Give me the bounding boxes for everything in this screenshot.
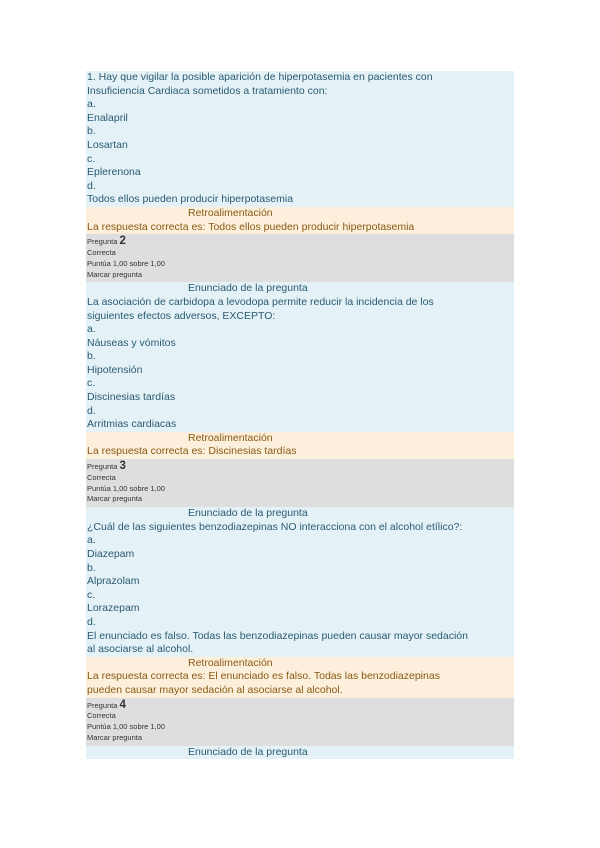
flag-question-link[interactable]: Marcar pregunta [87,494,143,504]
question-text-line: siguientes efectos adversos, EXCEPTO: [87,309,276,322]
question-text-line: La asociación de carbidopa a levodopa permite reducir la incidencia de los [87,295,434,308]
question-heading: Enunciado de la pregunta [188,282,308,295]
option-letter: b. [87,125,96,138]
question-heading: Enunciado de la pregunta [188,745,308,758]
question-score: Puntúa 1,00 sobre 1,00 [87,722,165,732]
option-letter: a. [87,323,96,336]
question-2-body [86,282,514,432]
question-score: Puntúa 1,00 sobre 1,00 [87,483,165,493]
question-label: Pregunta [87,462,118,472]
option-d-continued[interactable]: al asociarse al alcohol. [87,643,194,656]
quiz-review-document [86,71,514,759]
question-text-line: Insuficiencia Cardiaca sometidos a tratamiento con: [87,84,328,97]
question-label: Pregunta [87,700,118,710]
option-letter: b. [87,561,96,574]
flag-question-link[interactable]: Marcar pregunta [87,732,143,742]
feedback-title: Retroalimentación [188,206,273,219]
option-c[interactable]: Lorazepam [87,602,140,615]
question-2-feedback [86,432,514,459]
option-letter: a. [87,98,96,111]
question-number: 3 [119,460,126,473]
question-3-info [86,459,514,507]
question-heading: Enunciado de la pregunta [188,507,308,520]
option-a[interactable]: Enalapril [87,111,128,124]
feedback-text: La respuesta correcta es: Discinesias tardías [87,445,297,458]
question-text-line: ¿Cuál de las siguientes benzodiazepinas NO interacciona con el alcohol etílico?: [87,520,463,533]
option-b[interactable]: Hipotensión [87,363,143,376]
option-d[interactable]: Todos ellos pueden producir hiperpotasemia [87,193,294,206]
question-status: Correcta [87,711,116,721]
option-letter: c. [87,152,96,165]
option-letter: c. [87,377,96,390]
option-a[interactable]: Náuseas y vómitos [87,336,176,349]
option-d[interactable]: El enunciado es falso. Todas las benzodiazepinas pueden causar mayor sedación [87,629,468,642]
question-score: Puntúa 1,00 sobre 1,00 [87,258,165,268]
question-text-line: 1. Hay que vigilar la posible aparición de hiperpotasemia en pacientes con [87,71,433,83]
question-4-info [86,698,514,746]
option-c[interactable]: Discinesias tardías [87,391,176,404]
feedback-title: Retroalimentación [188,656,273,669]
option-letter: d. [87,615,96,628]
question-3-feedback [86,657,514,698]
flag-question-link[interactable]: Marcar pregunta [87,269,143,279]
option-c[interactable]: Eplerenona [87,166,141,179]
option-d[interactable]: Arritmias cardiacas [87,418,177,431]
option-letter: a. [87,534,96,547]
question-status: Correcta [87,247,116,257]
question-number: 2 [119,235,126,248]
question-number: 4 [119,698,126,711]
option-letter: d. [87,179,96,192]
question-status: Correcta [87,472,116,482]
feedback-text: pueden causar mayor sedación al asociarse al alcohol. [87,683,343,696]
feedback-text: La respuesta correcta es: Todos ellos pueden producir hiperpotasemia [87,220,415,233]
question-3-body [86,507,514,657]
option-b[interactable]: Alprazolam [87,575,140,588]
option-a[interactable]: Diazepam [87,548,135,560]
option-letter: c. [87,588,96,601]
question-1-feedback [86,207,514,234]
question-label: Pregunta [87,237,118,247]
feedback-text: La respuesta correcta es: El enunciado es falso. Todas las benzodiazepinas [87,670,440,683]
question-1-body [86,71,514,207]
option-b[interactable]: Losartan [87,138,128,151]
question-4-body [86,746,514,760]
option-letter: d. [87,404,96,417]
option-letter: b. [87,350,96,363]
question-2-info [86,234,514,282]
feedback-title: Retroalimentación [188,431,273,444]
